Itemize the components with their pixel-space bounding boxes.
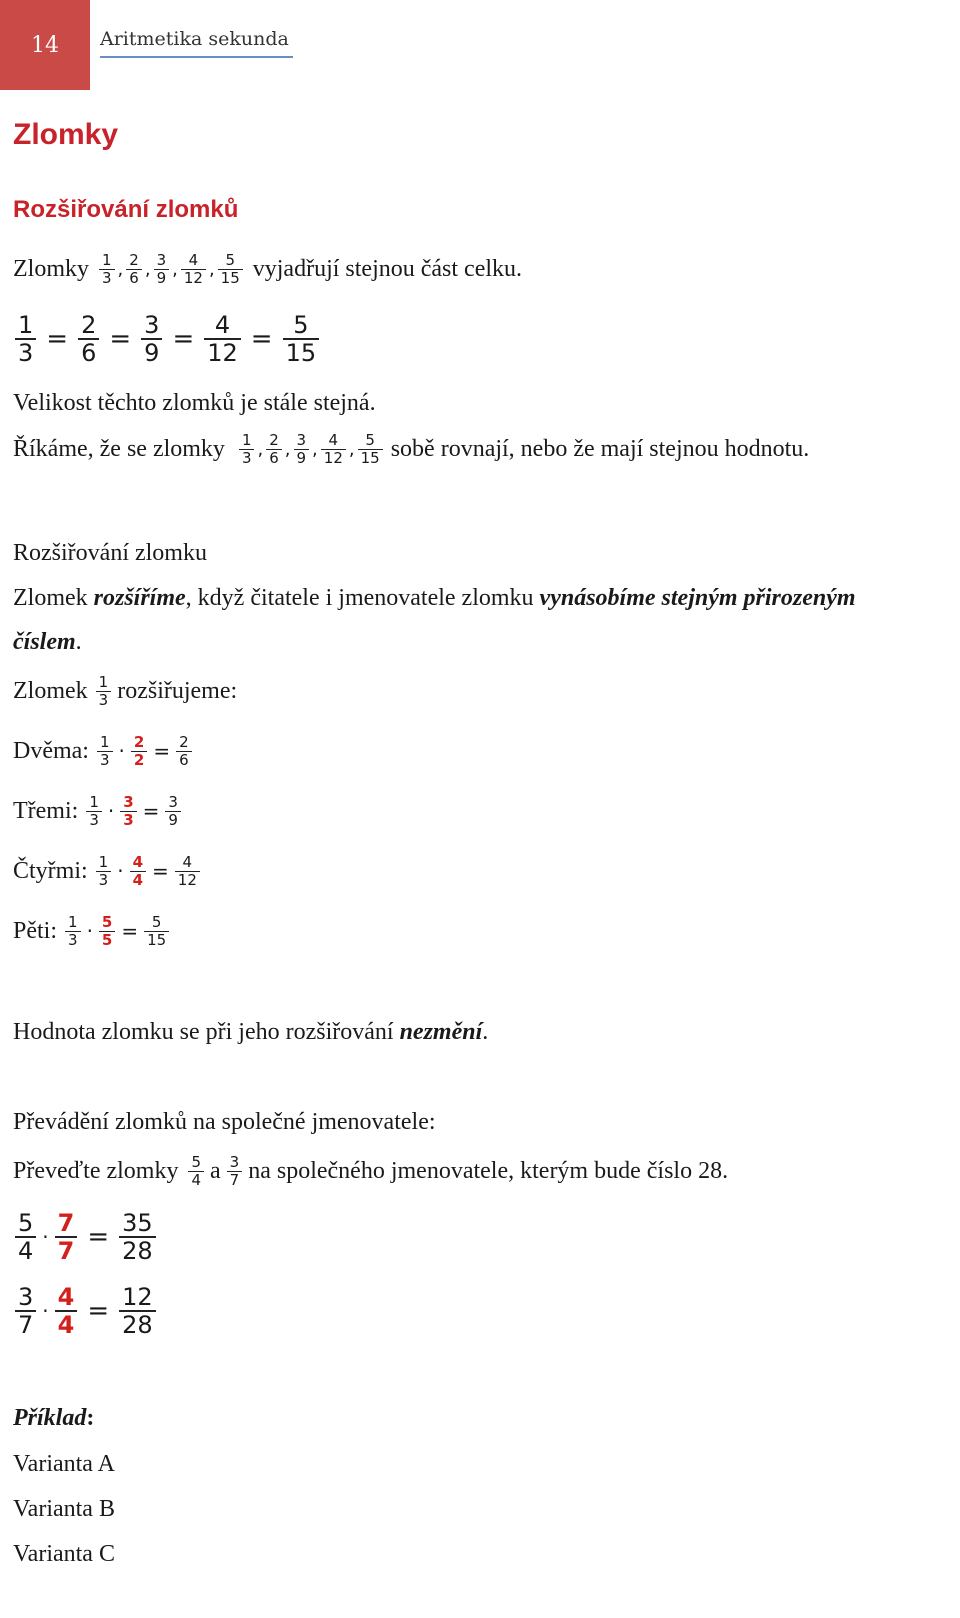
fraction: $\frac{5}{15}$ (218, 252, 243, 286)
intro-suffix: vyjadřují stejnou část celku. (252, 255, 523, 282)
section-title: Rozšiřování zlomků (13, 196, 239, 223)
value-note: Hodnota zlomku se při jeho rozšiřování nezmění . (13, 1019, 489, 1045)
example-row: Čtyřmi: $\frac{1}{3}$ · $\frac{4}{4}$ = $\frac{4}{12}$ (13, 854, 202, 888)
common-row: $\frac{5}{4}$ · $\frac{7}{7}$ = $\frac{35}{28}$ (13, 1210, 158, 1265)
fraction: $\frac{3}{9}$ (294, 432, 310, 466)
fraction: $\frac{5}{15}$ (358, 432, 383, 466)
equality-chain: $\frac{1}{3}$ = $\frac{2}{6}$ = $\frac{3}{9}$ = $\frac{4}{12}$ = $\frac{5}{15}$ (13, 312, 321, 367)
running-title: Aritmetika sekunda (100, 28, 293, 58)
fraction: $\frac{2}{6}$ (266, 432, 282, 466)
fraction: $\frac{4}{12}$ (181, 252, 206, 286)
fraction: $\frac{5}{15}$ (283, 312, 320, 367)
fraction: $\frac{1}{3}$ (239, 432, 255, 466)
page-title: Zlomky (13, 118, 119, 151)
example-row: Třemi: $\frac{1}{3}$ · $\frac{3}{3}$ = $\frac{3}{9}$ (13, 794, 183, 828)
intro-line: Zlomky $\frac{1}{3}$ , $\frac{2}{6}$ , $\frac{3}{9}$ , $\frac{4}{12}$ , $\frac{5}{15}$ vyjadřují stejnou část celku. (13, 251, 523, 287)
intro-prefix: Zlomky (13, 255, 89, 282)
fraction: $\frac{1}{3}$ (15, 312, 36, 367)
definition-heading: Rozšiřování zlomku (13, 540, 207, 566)
equal-line: Říkáme, že se zlomky $\frac{1}{3}$ , $\frac{2}{6}$ , $\frac{3}{9}$ , $\frac{4}{12}$ , $\frac{5}{15}$ sobě rovnají, nebo že mají stejnou hodnotu. (13, 431, 810, 467)
fraction: $\frac{3}{9}$ (154, 252, 170, 286)
variant-b: Varianta B (13, 1496, 115, 1522)
definition-line-2: číslem . (13, 629, 82, 655)
fraction: $\frac{1}{3}$ (96, 674, 112, 708)
fraction: $\frac{3}{9}$ (141, 312, 162, 367)
common-task: Převeďte zlomky $\frac{5}{4}$ a $\frac{3}{7}$ na společného jmenovatele, kterým bude číslo 28. (13, 1153, 729, 1189)
example-row: Pěti: $\frac{1}{3}$ · $\frac{5}{5}$ = $\frac{5}{15}$ (13, 914, 171, 948)
size-line: Velikost těchto zlomků je stále stejná. (13, 390, 376, 416)
example-row: Dvěma: $\frac{1}{3}$ · $\frac{2}{2}$ = $\frac{2}{6}$ (13, 734, 194, 768)
variant-a: Varianta A (13, 1451, 115, 1477)
fraction: $\frac{2}{6}$ (78, 312, 99, 367)
practice-heading: Příklad : (13, 1405, 95, 1431)
expand-line: Zlomek $\frac{1}{3}$ rozšiřujeme: (13, 673, 238, 709)
fraction: $\frac{1}{3}$ (99, 252, 115, 286)
fraction: $\frac{4}{12}$ (204, 312, 241, 367)
page-number: 14 (0, 0, 90, 90)
variant-c: Varianta C (13, 1541, 115, 1567)
common-heading: Převádění zlomků na společné jmenovatele: (13, 1109, 436, 1135)
fraction: $\frac{2}{6}$ (126, 252, 142, 286)
fraction: $\frac{4}{12}$ (321, 432, 346, 466)
common-row: $\frac{3}{7}$ · $\frac{4}{4}$ = $\frac{12}{28}$ (13, 1284, 158, 1339)
definition-line-1: Zlomek rozšíříme , když čitatele i jmenovatele zlomku vynásobíme stejným přirozeným (13, 585, 856, 611)
